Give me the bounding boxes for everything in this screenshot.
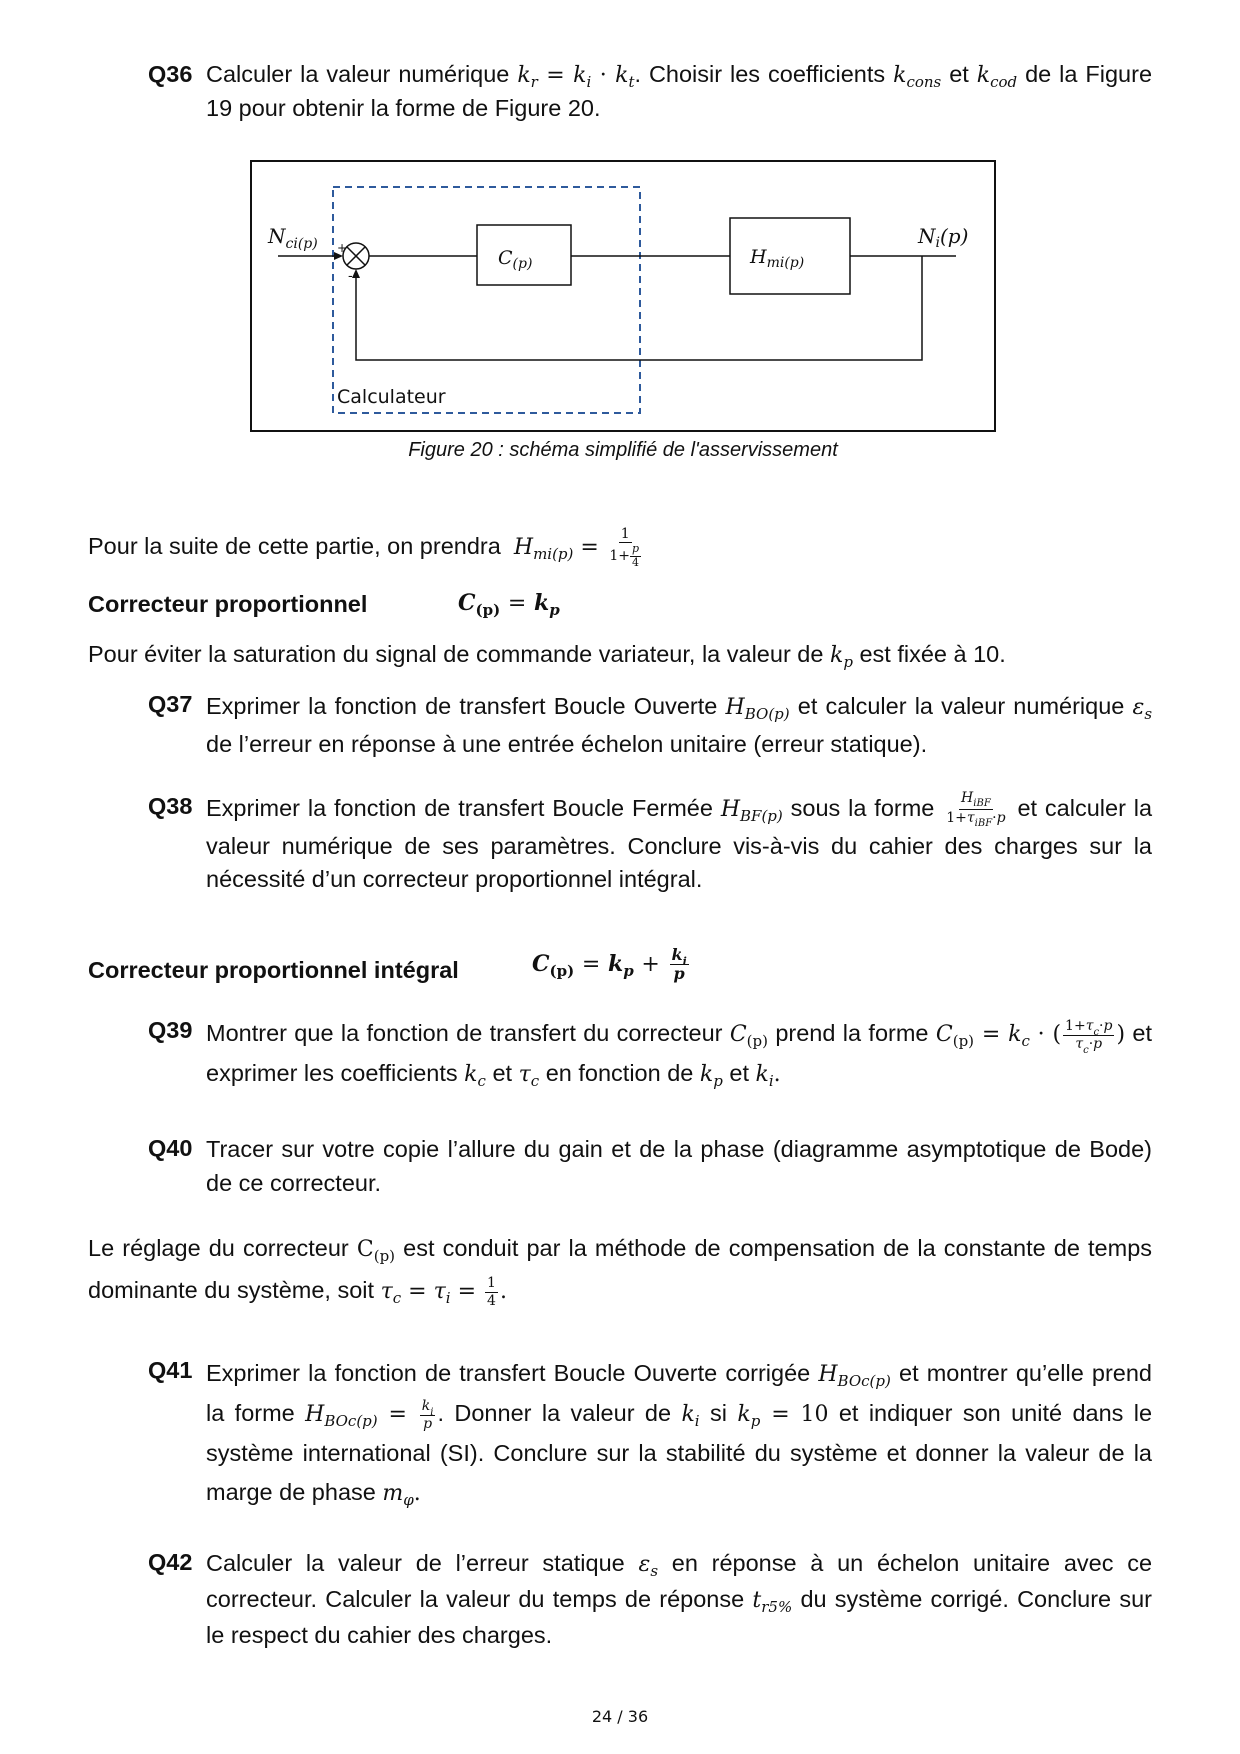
math-kcons: $k_{cons}$ [893, 63, 942, 91]
question-q39 [148, 1014, 1152, 1094]
question-text: Tracer sur votre copie l’allure du gain et de la phase (diagramme asymptotique de Bode) de ce correcteur. [206, 1136, 1152, 1196]
plus-sign: + [337, 241, 348, 255]
question-text: Montrer que la fonction de transfert du correcteur $C_{(p)}$ prend la forme $C_{(p)} = k_c$ · ( $\frac{1+\tau_c\cdot p}{\tau_c\cdot p}$ ) et exprimer les coefficients $k_c$ et $\tau_c$ en fonction de $k_p$ et $k_i$. [206, 1018, 1153, 1090]
math-pi-law: $C_{(p)} = k_p$ + $\frac{k_i}{p}$ [532, 945, 687, 984]
math-tau-equal: $\tau_c = \tau_i$ = $\frac{1}{4}$ . [380, 1275, 507, 1309]
question-number: Q42 [148, 1549, 193, 1575]
math-tr5: $t_{r5\%}$ [752, 1588, 793, 1616]
math-cp: $C_{(p)}$ [729, 1022, 768, 1050]
output-label: $N_i(p)$ [918, 224, 969, 251]
fraction-first-order: $\frac{H_{iBF}}{1+\tau_{iBF}\cdot p}$ [946, 790, 1006, 830]
math-proportional-law: $C_{(p)} = k_p$ [458, 590, 560, 619]
math-eps-s: $\varepsilon_s$ [638, 1552, 659, 1580]
calculator-label: Calculateur [337, 386, 446, 408]
question-text: Calculer la valeur de l’erreur statique $\varepsilon_s$ en réponse à un échelon unitaire avec ce correcteur. Calculer la valeur du temps de réponse $t_{r5\%}$ du système corrigé. Conclure sur le respect du cahier des charges. [206, 1550, 1153, 1648]
math-pi-form: $C_{(p)} = k_c$ · ( $\frac{1+\tau_c\cdot p}{\tau_c\cdot p}$ ) [935, 1018, 1126, 1056]
page-number: 24 / 36 [591, 1707, 649, 1726]
question-q37 [148, 688, 1152, 762]
math-eps-s: $\varepsilon_s$ [1132, 695, 1153, 723]
question-number: Q41 [148, 1357, 193, 1383]
math-ki: $k_i$ [681, 1402, 700, 1430]
question-number: Q39 [148, 1017, 193, 1043]
paragraph-saturation: Pour éviter la saturation du signal de commande variateur, la valeur de $k_p$ est fixée à 10. [88, 641, 1006, 671]
question-text: Calculer la valeur numérique $k_r = k_i \cdot k_t$. Choisir les coefficients $k_{cons}$ et $k_{cod}$ de la Figure 19 pour obtenir la forme de Figure 20. [206, 61, 1153, 121]
question-number: Q36 [148, 61, 193, 87]
math-ki: $k_i$. [755, 1062, 781, 1090]
question-q42 [148, 1546, 1152, 1652]
question-number: Q37 [148, 691, 193, 717]
math-kp: $k_p$ [699, 1062, 723, 1090]
question-q40 [148, 1132, 1152, 1200]
math-hboc-form: $H_{BOc(p)}$ = $\frac{k_i}{p}$ [305, 1398, 434, 1432]
section-title-proportional: Correcteur proportionnel [88, 591, 368, 617]
math-hbo: $H_{BO(p)}$ [725, 695, 790, 723]
math-hboc: $H_{BOc(p)}$ [818, 1362, 891, 1390]
minus-sign: - [348, 269, 353, 284]
math-cp-roman: $C_{(p)}$ [356, 1237, 396, 1265]
feedback-arrow [352, 269, 360, 278]
question-number: Q40 [148, 1135, 193, 1161]
calculator-boundary [333, 187, 640, 413]
plant-label: $H_{mi(p)}$ [750, 246, 805, 271]
math-kp: $k_p$ [829, 643, 853, 671]
intro-paragraph: Pour la suite de cette partie, on prendra $H_{mi(p)}$ = 1 1+ $\frac{p}{4}$ [88, 526, 1152, 569]
question-text: Exprimer la fonction de transfert Boucle Fermée $H_{BF(p)}$ sous la forme $\frac{H_{iBF}}{1+\tau_{iBF}\cdot p}$ et calculer la valeur numérique de ses paramètres. Conclure vis-à-vis du cahier des charges sur la nécessité d’un correcteur proportionnel intégral. [206, 790, 1153, 892]
question-text: Exprimer la fonction de transfert Boucle Ouverte $H_{BO(p)}$ et calculer la valeur numérique $\varepsilon_s$ de l’erreur en réponse à une entrée échelon unitaire (erreur statique). [206, 693, 1153, 757]
math-kcod: $k_{cod}$ [976, 63, 1018, 91]
math-hbf: $H_{BF(p)}$ [720, 797, 783, 825]
controller-block [477, 225, 571, 285]
question-number: Q38 [148, 793, 193, 819]
block-diagram-figure-20 [250, 160, 996, 432]
paragraph-tuning: Le réglage du correcteur $C_{(p)}$ est conduit par la méthode de compensation de la constante de temps dominante du système, soit $\tau_c = \tau_i$ = $\frac{1}{4}$ . [88, 1235, 1153, 1309]
math-m-phi: $m_\varphi$. [382, 1481, 421, 1509]
fraction-hmi: 1 1+ $\frac{p}{4}$ [609, 526, 640, 569]
math-hmi-def: $H_{mi(p)}$ = [513, 534, 599, 563]
question-q36 [148, 58, 1152, 125]
question-text: Exprimer la fonction de transfert Boucle Ouverte corrigée $H_{BOc(p)}$ et montrer qu’elle prend la forme $H_{BOc(p)}$ = $\frac{k_i}{p}$ . Donner la valeur de $k_i$ si $k_p = 10$ et indiquer son unité dans le système international (SI). Conclure sur la stabilité du système et donner la valeur de la marge de phase $m_\varphi$. [206, 1360, 1153, 1509]
controller-label: $C_{(p)}$ [498, 247, 533, 272]
question-q41 [148, 1354, 1152, 1513]
math-kr: $k_r = k_i \cdot k_t$ [517, 63, 635, 91]
math-kp-value: $k_p = 10$ [737, 1402, 829, 1430]
math-kc: $k_c$ [464, 1062, 486, 1090]
figure-caption: Figure 20 : schéma simplifié de l'asservissement [408, 439, 838, 461]
question-q38 [148, 790, 1152, 896]
section-title-pi: Correcteur proportionnel intégral [88, 957, 459, 983]
math-tau-c: $\tau_c$ [518, 1062, 540, 1090]
input-label: $N_{ci(p)}$ [268, 224, 318, 252]
